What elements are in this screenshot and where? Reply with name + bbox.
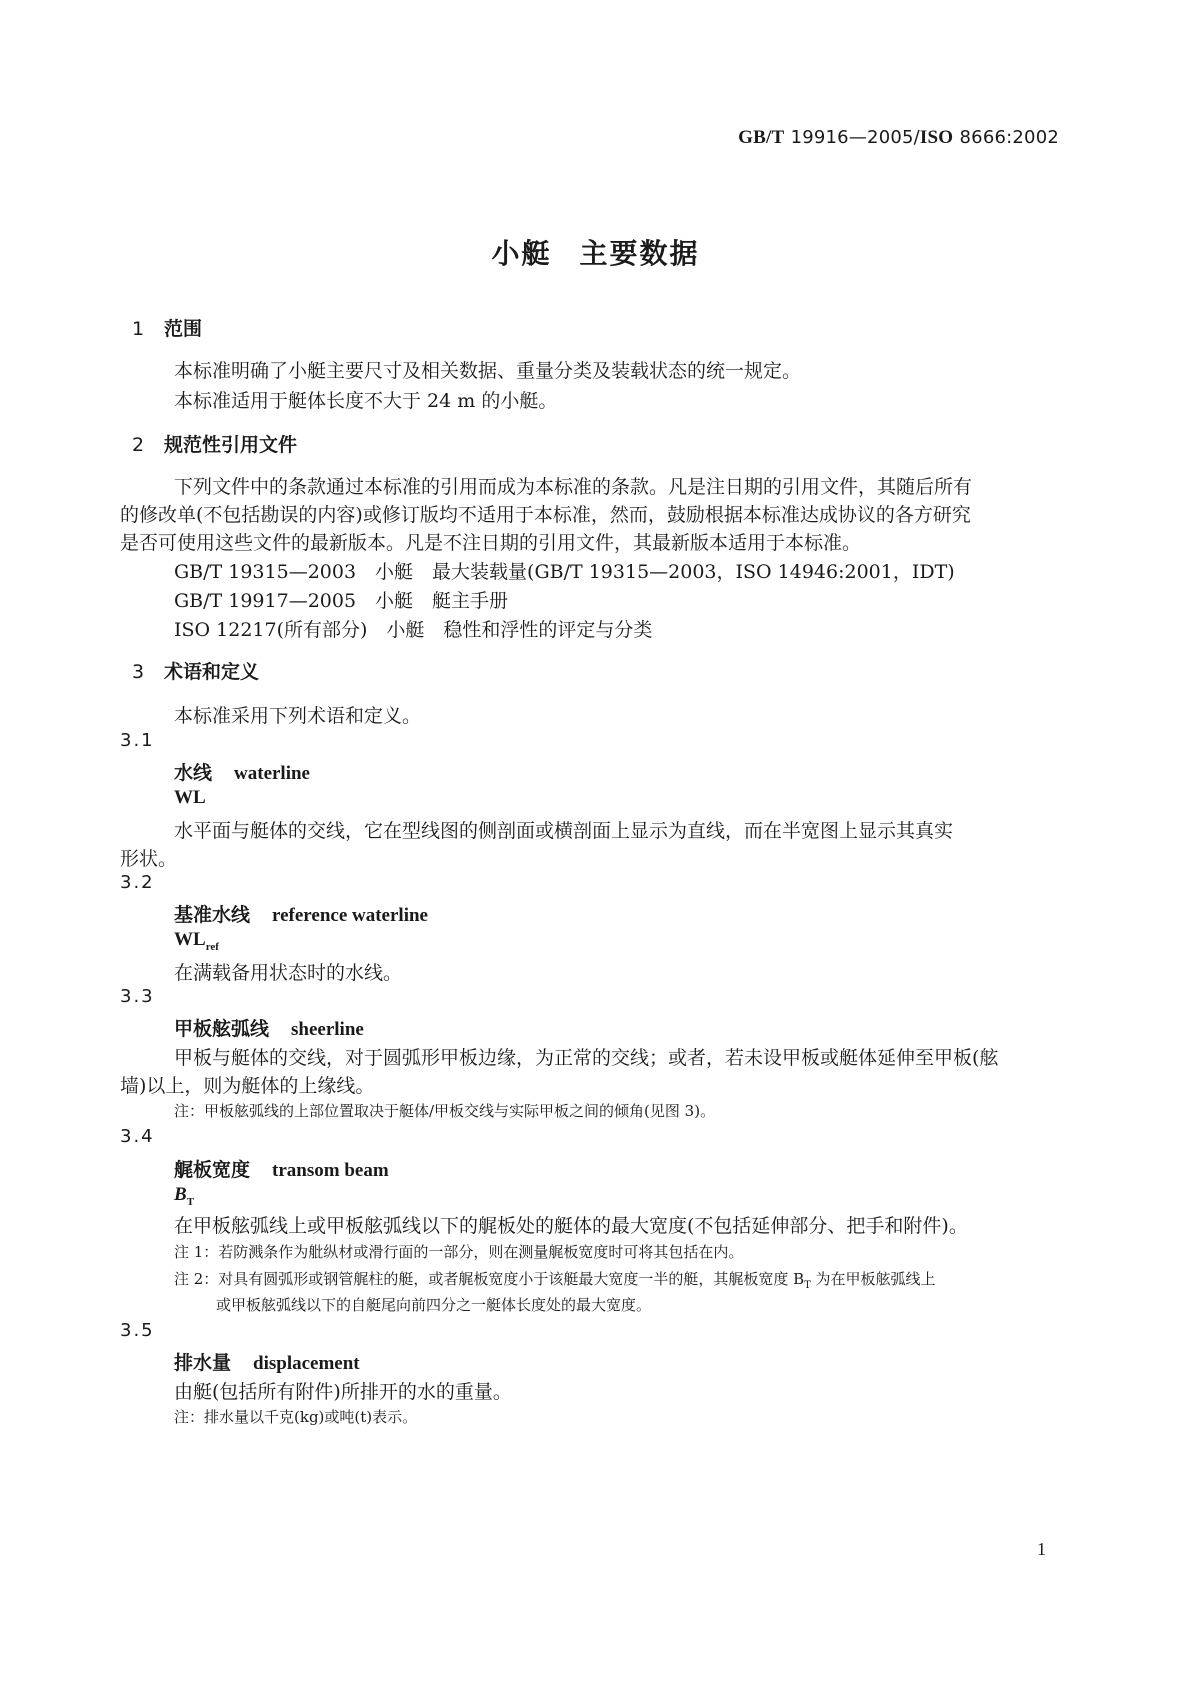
header-iso: ISO xyxy=(919,127,954,148)
section-3-heading xyxy=(132,657,259,684)
term-english: reference waterline xyxy=(272,905,428,926)
standard-number-header xyxy=(738,126,1059,149)
note-continuation: 或甲板舷弧线以下的自艇尾向前四分之一艇体长度处的最大宽度。 xyxy=(216,1296,652,1314)
term-symbol: WL xyxy=(174,787,206,808)
term-chinese: 艉板宽度 xyxy=(174,1159,251,1181)
section-number: 1 xyxy=(132,318,145,340)
clause-number: 3.5 xyxy=(120,1320,155,1341)
paragraph-line: 的修改单(不包括勘误的内容)或修订版均不适用于本标准，然而，鼓励根据本标准达成协议的各方研究 xyxy=(120,504,971,526)
term-symbol xyxy=(174,929,219,953)
definition-line: 墙)以上，则为艇体的上缘线。 xyxy=(120,1075,375,1097)
note: 注 1：若防溅条作为舭纵材或滑行面的一部分，则在测量艉板宽度时可将其包括在内。 xyxy=(174,1243,744,1261)
symbol-subscript: T xyxy=(804,1280,811,1291)
symbol-main: B xyxy=(174,1184,187,1205)
term-english: sheerline xyxy=(291,1019,364,1040)
paragraph: 本标准明确了小艇主要尺寸及相关数据、重量分类及装载状态的统一规定。 xyxy=(174,360,802,382)
term-entry xyxy=(174,900,428,927)
document-title xyxy=(0,232,1191,272)
note: 注：甲板舷弧线的上部位置取决于艇体/甲板交线与实际甲板之间的倾角(见图 3)。 xyxy=(174,1102,716,1120)
term-chinese: 甲板舷弧线 xyxy=(174,1018,270,1040)
term-english: waterline xyxy=(234,763,310,784)
term-chinese: 排水量 xyxy=(174,1352,232,1374)
header-code: 19916—2005/ xyxy=(790,127,920,148)
reference-item: GB/T 19917—2005 小艇 艇主手册 xyxy=(174,590,509,612)
note-text: 为在甲板舷弧线上 xyxy=(810,1270,936,1288)
term-english: transom beam xyxy=(272,1160,389,1181)
term-chinese: 基准水线 xyxy=(174,904,251,926)
note-text: 注 2：对具有圆弧形或钢管艉柱的艇，或者艉板宽度小于该艇最大宽度一半的艇，其艉板宽度 B xyxy=(174,1270,805,1288)
reference-item: ISO 12217(所有部分) 小艇 稳性和浮性的评定与分类 xyxy=(174,619,653,641)
symbol-subscript: ref xyxy=(205,940,219,953)
definition-line: 在满载备用状态时的水线。 xyxy=(174,962,403,984)
term-symbol xyxy=(174,1184,194,1208)
paragraph: 本标准采用下列术语和定义。 xyxy=(174,705,422,727)
header-std: GB/T xyxy=(738,127,785,148)
section-title: 范围 xyxy=(164,318,203,340)
clause-number: 3.1 xyxy=(120,730,155,751)
note: 注：排水量以千克(kg)或吨(t)表示。 xyxy=(174,1408,418,1426)
clause-number: 3.3 xyxy=(120,986,155,1007)
definition-line: 形状。 xyxy=(120,848,178,870)
term-entry xyxy=(174,758,310,785)
term-entry xyxy=(174,1348,360,1375)
definition-line: 水平面与艇体的交线，它在型线图的侧剖面或横剖面上显示为直线，而在半宽图上显示其真实 xyxy=(174,820,954,842)
section-1-heading xyxy=(132,314,202,341)
definition-line: 在甲板舷弧线上或甲板舷弧线以下的艉板处的艇体的最大宽度(不包括延伸部分、把手和附件)。 xyxy=(174,1215,968,1237)
paragraph-line: 下列文件中的条款通过本标准的引用而成为本标准的条款。凡是注日期的引用文件，其随后所有 xyxy=(174,476,973,498)
term-chinese: 水线 xyxy=(174,762,213,784)
page-number: 1 xyxy=(1037,1539,1046,1559)
title-part1: 小艇 xyxy=(491,237,552,270)
section-title: 规范性引用文件 xyxy=(164,434,298,456)
definition-line: 甲板与艇体的交线，对于圆弧形甲板边缘，为正常的交线；或者，若未设甲板或艇体延伸至甲板(舷 xyxy=(174,1047,999,1069)
term-entry xyxy=(174,1014,364,1041)
reference-item: GB/T 19315—2003 小艇 最大装载量(GB/T 19315—2003，ISO 14946:2001，IDT) xyxy=(174,561,955,583)
section-title: 术语和定义 xyxy=(164,661,260,683)
symbol-subscript: T xyxy=(186,1195,195,1208)
note xyxy=(174,1268,936,1291)
header-iso-code: 8666:2002 xyxy=(959,127,1059,148)
title-part2: 主要数据 xyxy=(579,237,700,270)
paragraph-line: 是否可使用这些文件的最新版本。凡是不注日期的引用文件，其最新版本适用于本标准。 xyxy=(120,532,862,554)
section-number: 2 xyxy=(132,434,145,456)
symbol-main: WL xyxy=(174,929,206,950)
paragraph: 本标准适用于艇体长度不大于 24 m 的小艇。 xyxy=(174,390,558,412)
term-english: displacement xyxy=(253,1353,360,1374)
section-number: 3 xyxy=(132,661,145,683)
section-2-heading xyxy=(132,430,297,457)
term-entry xyxy=(174,1155,389,1182)
clause-number: 3.4 xyxy=(120,1126,155,1147)
definition-line: 由艇(包括所有附件)所排开的水的重量。 xyxy=(174,1381,512,1403)
clause-number: 3.2 xyxy=(120,872,155,893)
